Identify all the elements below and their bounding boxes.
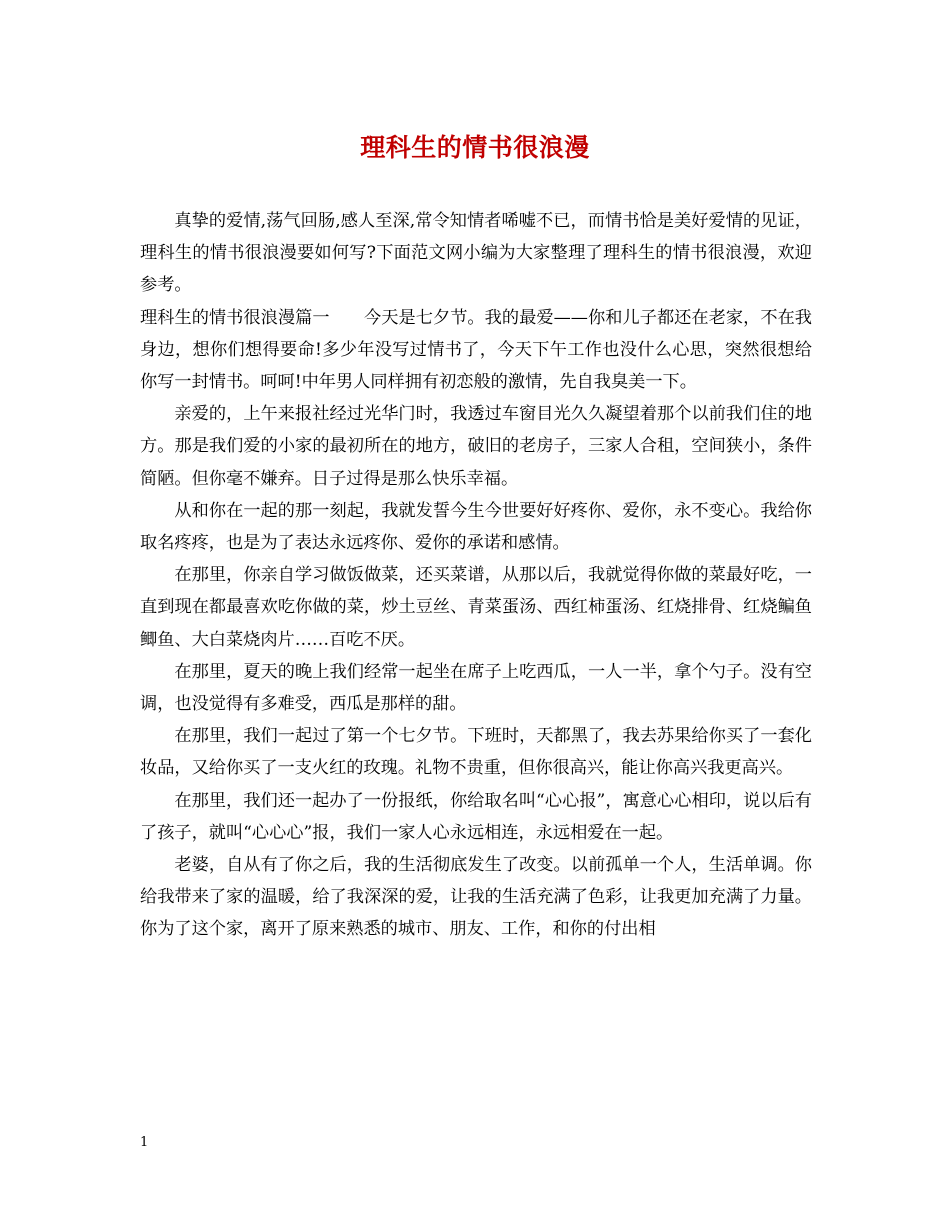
paragraph: 在那里，我们还一起办了一份报纸，你给取名叫“心心报”，寓意心心相印，说以后有了孩子，就叫“心心心”报，我们一家人心永远相连，永远相爱在一起。 bbox=[140, 790, 812, 843]
paragraph: 在那里，夏天的晚上我们经常一起坐在席子上吃西瓜，一人一半，拿个勺子。没有空调，也没觉得有多难受，西瓜是那样的甜。 bbox=[140, 661, 812, 715]
paragraph: 真挚的爱情,荡气回肠,感人至深,常令知情者唏嘘不已，而情书恰是美好爱情的见证，理科生的情书很浪漫要如何写?下面范文网小编为大家整理了理科生的情书很浪漫，欢迎参考。 bbox=[140, 211, 812, 296]
paragraph: 从和你在一起的那一刻起，我就发誓今生今世要好好疼你、爱你，永不变心。我给你取名疼疼，也是为了表达永远疼你、爱你的承诺和感情。 bbox=[140, 500, 812, 554]
document-title: 理科生的情书很浪漫 bbox=[360, 133, 590, 162]
document-body bbox=[140, 205, 812, 946]
paragraph: 在那里，你亲自学习做饭做菜，还买菜谱，从那以后，我就觉得你做的菜最好吃，一直到现在都最喜欢吃你做的菜，炒土豆丝、青菜蛋汤、西红柿蛋汤、红烧排骨、红烧鳊鱼鲫鱼、大白菜烧肉片……百吃不厌。 bbox=[140, 565, 812, 650]
page-number: 1 bbox=[140, 1135, 149, 1150]
paragraph: 老婆，自从有了你之后，我的生活彻底发生了改变。以前孤单一个人，生活单调。你给我带来了家的温暖，给了我深深的爱，让我的生活充满了色彩，让我更加充满了力量。你为了这个家，离开了原来熟悉的城市、朋友、工作，和你的付出相 bbox=[140, 855, 812, 940]
paragraph: 在那里，我们一起过了第一个七夕节。下班时，天都黑了，我去苏果给你买了一套化妆品，又给你买了一支火红的玫瑰。礼物不贵重，但你很高兴，能让你高兴我更高兴。 bbox=[140, 726, 812, 779]
paragraph: 理科生的情书很浪漫篇一 今天是七夕节。我的最爱——你和儿子都还在老家，不在我身边，想你们想得要命!多少年没写过情书了，今天下午工作也没什么心思，突然很想给你写一封情书。呵呵!中年男人同样拥有初恋般的激情，先自我臭美一下。 bbox=[140, 307, 812, 393]
paragraph: 亲爱的，上午来报社经过光华门时，我透过车窗目光久久凝望着那个以前我们住的地方。那是我们爱的小家的最初所在的地方，破旧的老房子，三家人合租，空间狭小，条件简陋。但你毫不嫌弃。日子过得是那么快乐幸福。 bbox=[140, 404, 812, 489]
